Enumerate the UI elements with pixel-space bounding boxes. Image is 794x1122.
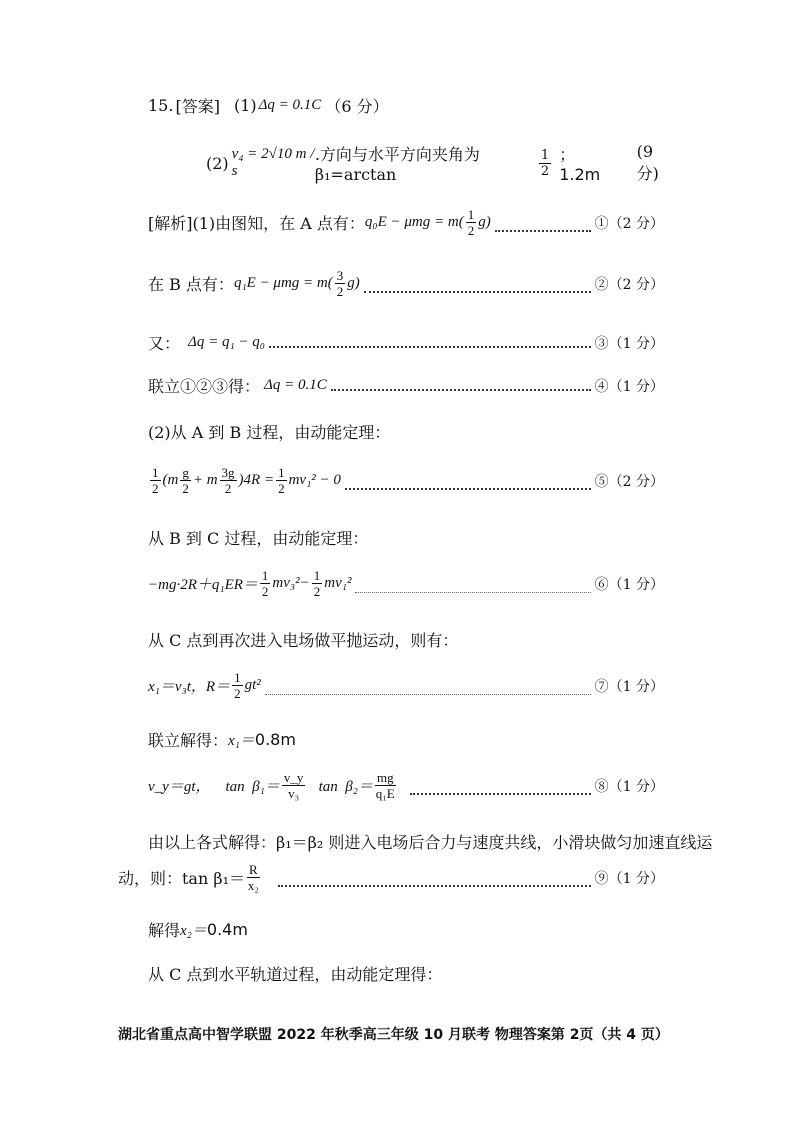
equation-8: v_y＝gt， tan β₁＝ $\frac{v\_y}{\text{v₃}}$ tan β₂＝ $\frac{mg}{\text{q₁E}}$ ⑧（1 分） bbox=[148, 770, 664, 801]
score: (9 分) bbox=[636, 142, 659, 183]
paragraph-line2: 动，则：tan β₁＝ $\frac{R}{\text{x₂}}$ ⑨（1 分） bbox=[118, 862, 664, 893]
analysis-c-intro: 从 C 点到再次进入电场做平抛运动，则有： bbox=[148, 631, 459, 650]
mark: ⑧（1 分） bbox=[594, 778, 664, 795]
leader-dots bbox=[331, 389, 591, 391]
score: （6 分） bbox=[325, 97, 389, 116]
analysis-bc-intro: 从 B 到 C 过程，由动能定理： bbox=[148, 529, 369, 548]
paragraph-line1: 由以上各式解得：β₁＝β₂ 则进入电场后合力与速度共线，小滑块做匀加速直线运 bbox=[148, 833, 713, 852]
leader-dots bbox=[495, 230, 591, 232]
analysis-c-track: 从 C 点到水平轨道过程，由动能定理得： bbox=[148, 965, 443, 984]
equation-5: $\frac{1}{2}$ (m $\frac{g}{2}$ + m $\frac{3g}{2}$ )4R = $\frac{1}{2}$ mv₁² − 0 ⑤（2 分） bbox=[152, 465, 664, 496]
analysis-line-a: [解析] (1)由图知，在 A 点有： q₀E − μmg = m( $\frac{1}{2}$ g) ①（2 分） bbox=[148, 207, 664, 238]
mark: ①（2 分） bbox=[594, 215, 664, 232]
answer-tag: [答案] bbox=[175, 97, 220, 116]
answer-part2: (2) v₄ = 2√10 m / s .方向与水平方向夹角为β₁=arctan $\frac{1}{2}$ ；1.2m (9 分) bbox=[206, 142, 676, 184]
leader-dots bbox=[265, 694, 591, 695]
mark: ⑤（2 分） bbox=[594, 473, 664, 490]
mark: ④（1 分） bbox=[594, 378, 664, 395]
leader-dots bbox=[355, 592, 590, 593]
equation-6: −mg·2R＋q₁ER＝ $\frac{1}{2}$ mv₃²− $\frac{1}{2}$ mv₁² ⑥（1 分） bbox=[148, 568, 664, 599]
mark: ②（2 分） bbox=[594, 276, 664, 293]
answer-eq1: Δq = 0.1C bbox=[258, 97, 322, 113]
analysis-part2-intro: (2)从 A 到 B 过程，由动能定理： bbox=[148, 423, 391, 442]
analysis-line-b: 在 B 点有： q₁E − μmg = m( $\frac{3}{2}$ g) ②（2 分） bbox=[148, 268, 664, 299]
mark: ⑦（1 分） bbox=[594, 678, 664, 695]
solve-x1: 联立解得： x₁＝ 0.8m bbox=[148, 730, 296, 750]
mark: ③（1 分） bbox=[594, 335, 664, 352]
fraction: $\frac{1}{2}$ bbox=[540, 147, 550, 179]
leader-dots bbox=[278, 885, 591, 887]
analysis-line-again: 又： Δq = q₁ − q₀ ③（1 分） bbox=[148, 334, 664, 353]
page-footer: 湖北省重点高中智学联盟 2022 年秋季高三年级 10 月联考 物理答案第 2页（共 4 页） bbox=[118, 1027, 669, 1043]
equation-7: x₁＝v₃t，R＝ $\frac{1}{2}$ gt² ⑦（1 分） bbox=[148, 670, 664, 701]
analysis-tag: [解析] bbox=[148, 214, 193, 233]
analysis-line-combine: 联立①②③得： Δq = 0.1C ④（1 分） bbox=[148, 377, 664, 396]
leader-dots bbox=[364, 291, 591, 293]
answer-heading: 15. [答案] (1) Δq = 0.1C （6 分） bbox=[148, 96, 389, 116]
question-number: 15. bbox=[148, 96, 174, 115]
mark: ⑥（1 分） bbox=[594, 576, 664, 593]
solve-x2: 解得 x₂＝ 0.4m bbox=[148, 920, 248, 940]
leader-dots bbox=[269, 346, 591, 348]
leader-dots bbox=[410, 793, 591, 795]
leader-dots bbox=[345, 488, 591, 490]
mark: ⑨（1 分） bbox=[594, 870, 664, 887]
